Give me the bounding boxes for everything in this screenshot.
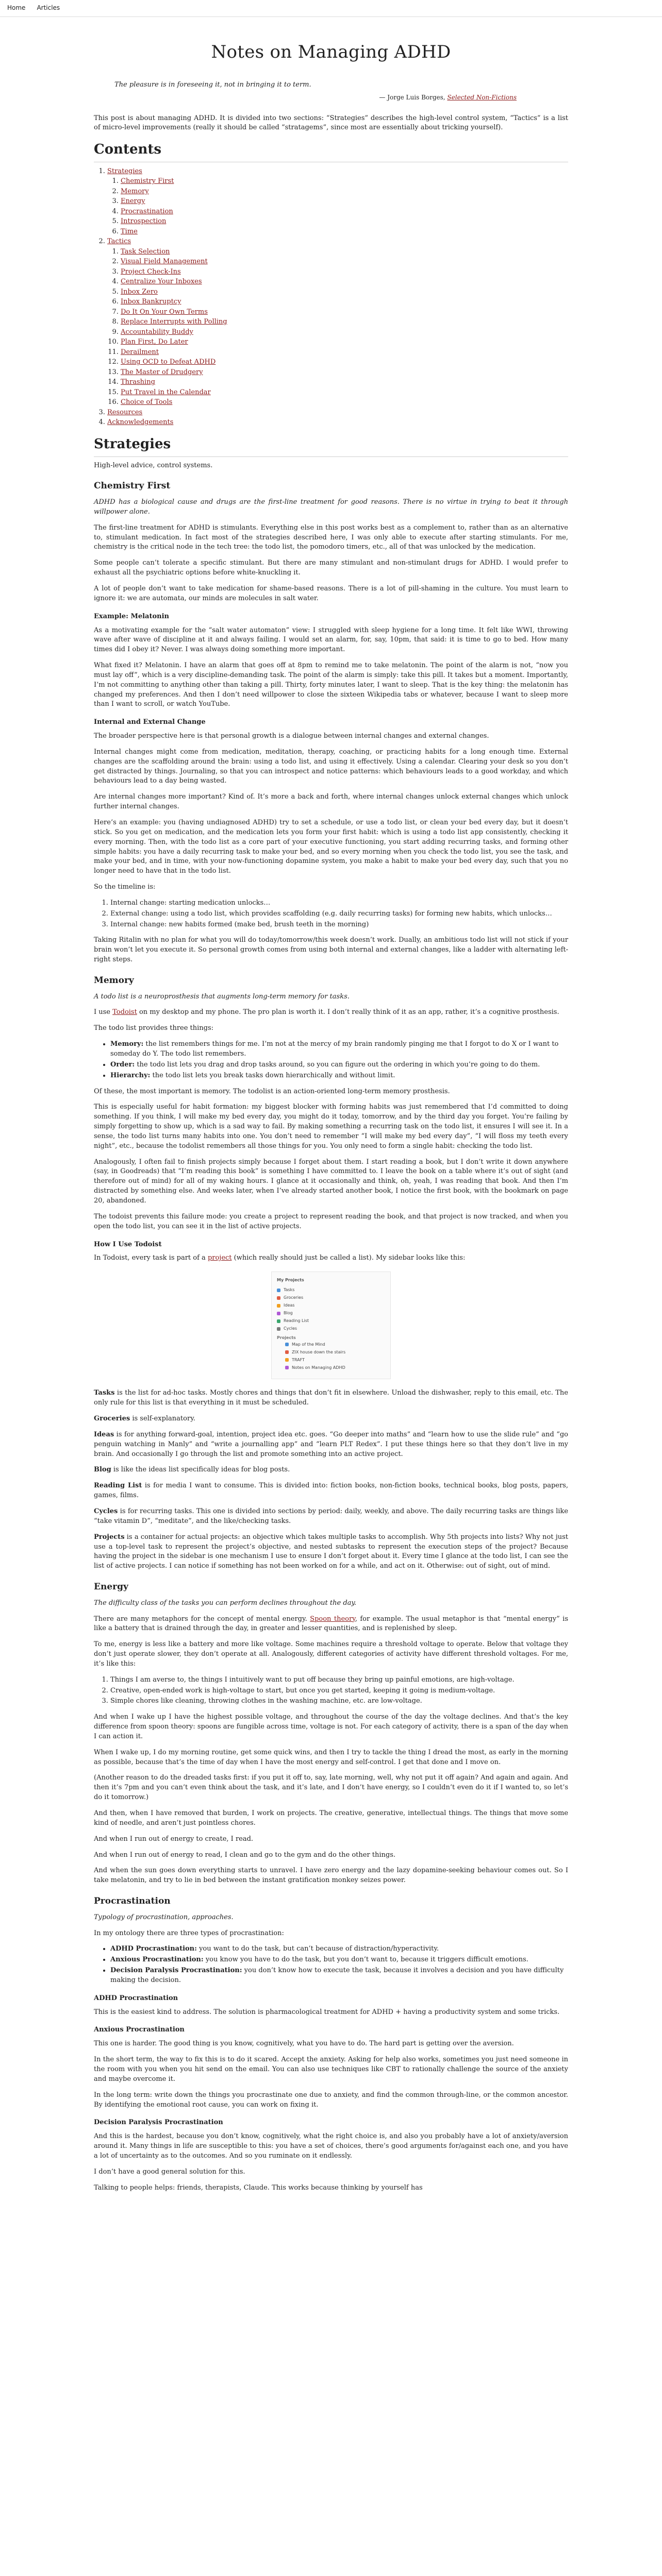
bullet-term: Order: [110, 1060, 135, 1069]
list-term: Blog [94, 1466, 111, 1474]
timeline-item: 3. Internal change: new habits formed (make bed, brush teeth in the morning) [110, 920, 568, 930]
list-item [110, 1040, 568, 1059]
list-color-icon [285, 1350, 289, 1354]
figure-row-label: Cycles [284, 1326, 297, 1331]
energy-list [94, 1675, 568, 1707]
bullet-text: you know you have to do the task, but you don’t want to, because it triggers difficult emotions. [203, 1956, 528, 1964]
list-description [94, 1388, 568, 1408]
list-color-icon [277, 1289, 280, 1292]
list-text: is for recurring tasks. This one is divided into sections by period: daily, weekly, and above. The daily recurring tasks are things like “take vitamin D”, “meditate”, and the like/checking tasks. [94, 1507, 568, 1525]
figure-row [277, 1302, 385, 1310]
toc-sublink[interactable]: Plan First, Do Later [121, 338, 188, 346]
list-color-icon [277, 1312, 280, 1315]
melatonin-paragraph: As a motivating example for the “salt water automaton” view: I struggled with sleep hygiene for a long time. It felt like WWI, throwing wave after wave of discipline at it and always failing. I would set an alarm, for, say, 10pm, that said: it is time to go to bed. How many times did I obey it? Never. I was always doing something more important. [94, 626, 568, 654]
toc-sublink[interactable]: Accountability Buddy [121, 328, 193, 336]
list-item [110, 1944, 568, 1954]
list-description [94, 1414, 568, 1424]
energy-paragraph: (Another reason to do the dreaded tasks first: if you put it off to, say, late morning, well, why not put it off again? And again and again. And then it’s 7pm and you can’t even think about the task, and it’s late, and I don’t have energy, so I couldn’t even do it if I wanted to, so let’s do it tomorrow.) [94, 1774, 569, 1802]
list-item [110, 1071, 568, 1081]
internal-external-paragraph: The broader perspective here is that personal growth is a dialogue between internal changes and external changes. [94, 732, 489, 740]
toc-sublink[interactable]: Task Selection [121, 247, 170, 256]
epigraph-author: — Jorge Luis Borges, [379, 94, 448, 101]
energy-lede: The difficulty class of the tasks you can perform declines throughout the day. [94, 1599, 357, 1607]
toc-item [107, 408, 568, 418]
toc-sublist [107, 176, 568, 236]
toc-sublink[interactable]: Project Check-Ins [121, 267, 181, 276]
figure-row-label: Ideas [284, 1303, 295, 1308]
list-color-icon [285, 1343, 289, 1346]
toc-item [107, 417, 568, 428]
figure-row [277, 1294, 385, 1302]
timeline-item: 2. External change: using a todo list, which provides scaffolding (e.g. daily recurring tasks) for forming new habits, which unlocks… [110, 909, 568, 919]
toc-subitem [121, 307, 568, 317]
list-color-icon [277, 1296, 280, 1300]
energy-paragraph: And when the sun goes down everything starts to unravel. I have zero energy and the lazy dopamine-seeking behaviour comes out. So I take melatonin, and try to lie in bed between the instant gratification monkey seizes power. [94, 1867, 568, 1885]
toc-sublink[interactable]: Centralize Your Inboxes [121, 278, 202, 286]
list-term: Projects [94, 1533, 125, 1541]
list-description [94, 1533, 568, 1571]
strategies-lede: High-level advice, control systems. [94, 461, 213, 469]
toc-subitem [121, 277, 568, 287]
procrastination-paragraph: In the long term: write down the things you procrastinate one due to anxiety, and find the common through-line, or the common ancestor. By identifying the emotional root cause, you can work on fixing it. [94, 2091, 568, 2109]
toc-subitem [121, 337, 568, 347]
list-text: is self-explanatory. [130, 1415, 195, 1423]
epigraph [94, 80, 568, 102]
procrastination-paragraph: This is the easiest kind to address. The solution is pharmacological treatment for ADHD + having a productivity system and some tricks. [94, 2008, 560, 2016]
figure-row-label: TRAFT [292, 1358, 305, 1363]
figure-row [277, 1286, 385, 1294]
list-color-icon [285, 1366, 289, 1369]
todoist-usage-heading: How I Use Todoist [94, 1240, 162, 1248]
toc-sublink[interactable]: Time [121, 227, 138, 235]
figure-row-label: Map of the Mind [292, 1342, 325, 1347]
figure-row-label: Groceries [284, 1295, 304, 1300]
toc-sublink[interactable]: Inbox Zero [121, 287, 158, 296]
toc-subitem [121, 287, 568, 297]
epigraph-attribution [114, 93, 517, 102]
todoist-usage-paragraph [94, 1253, 568, 1263]
figure-row-label: Reading List [284, 1318, 309, 1324]
energy-paragraph: To me, energy is less like a battery and more like voltage. Some machines require a threshold voltage to operate. Below that voltage they don’t just operate slower, they don’t operate at all. Analogously, different categories of activity have different threshold voltages. For me, it’s like this: [94, 1640, 568, 1668]
toc-subitem [121, 377, 568, 387]
toc-subitem [121, 267, 568, 277]
toc-sublink[interactable]: Energy [121, 197, 145, 206]
toc-sublink[interactable]: Choice of Tools [121, 398, 173, 406]
list-color-icon [277, 1327, 280, 1331]
adhd-procrastination-heading: ADHD Procrastination [94, 1994, 178, 2002]
list-color-icon [285, 1358, 289, 1362]
list-description [94, 1507, 568, 1527]
figure-row [277, 1348, 385, 1356]
chemistry-paragraph: Some people can’t tolerate a specific stimulant. But there are many stimulant and non-stimulant drugs for ADHD. I would prefer to exhaust all the psychiatric options before white-knuckling it. [94, 559, 568, 577]
toc-link[interactable]: Tactics [107, 238, 131, 246]
toc-link[interactable]: Strategies [107, 167, 142, 175]
energy-text: , for example. The usual metaphor is that “mental energy” is like a battery that is drained through the day, in greater and lesser quantities, and is replenished by sleep. [94, 1615, 568, 1633]
toc-subitem [121, 367, 568, 378]
energy-paragraph: And then, when I have removed that burden, I work on projects. The creative, generative, intellectual things. The things that move some kind of needle, and aren’t just pointless chores. [94, 1809, 568, 1827]
toc-subitem [121, 216, 568, 227]
figure-row-label: Notes on Managing ADHD [292, 1365, 345, 1370]
toc-subitem [121, 327, 568, 337]
procrastination-paragraph: I don’t have a good general solution for this. [94, 2167, 245, 2176]
figure-row [277, 1364, 385, 1371]
toc-item [107, 236, 568, 408]
toc-sublink[interactable]: Introspection [121, 217, 167, 226]
bullet-text: the todo list lets you break tasks down hierarchically and without limit. [150, 1071, 395, 1079]
epigraph-quote: The pleasure is in foreseeing it, not in bringing it to term. [114, 81, 311, 89]
intro-paragraph: This post is about managing ADHD. It is divided into two sections: “Strategies” describes the high-level control system, “Tactics” is a list of micro-level improvements (really it should be called “stratagems”, since most are essentially about tricking yourself). [94, 114, 568, 132]
toc-subitem [121, 247, 568, 257]
memory-paragraph: Analogously, I often fail to finish projects simply because I forget about them. I start reading a book, but I don’t write it down anywhere (say, in Goodreads) that “I’m reading this book” is something I have committed to. I leave the book on a table where it’s out of sight (and therefore out of mind) for all of my waking hours. I glance at it occasionally and think, oh, yeah, I was reading that book. And then I’m distracted by something else. And weeks later, when I’ve already started another book, I notice the first book, with the bookmark on page 20, abandoned. [94, 1158, 568, 1205]
procrastination-types [94, 1944, 568, 1985]
toc-heading: Contents [94, 140, 568, 162]
bullet-text: you want to do the task, but can’t because of distraction/hyperactivity. [196, 1945, 439, 1953]
energy-paragraph: When I wake up, I do my morning routine, get some quick wins, and then I try to tackle the thing I dread the most, as early in the morning as possible, because that’s the time of day when I have the most energy and self-control. I get that done and I move on. [94, 1748, 568, 1766]
chemistry-paragraph: A lot of people don’t want to take medication for shame-based reasons. There is a lot of pill-shaming in the culture. You must learn to ignore it: we are automata, our minds are molecules in salt water. [94, 584, 568, 602]
memory-paragraph: The todo list provides three things: [94, 1024, 214, 1032]
energy-text: There are many metaphors for the concept of mental energy. [94, 1615, 310, 1623]
toc-subitem [121, 257, 568, 267]
toc-subitem [121, 196, 568, 207]
list-item [110, 1955, 568, 1965]
timeline-intro: So the timeline is: [94, 883, 156, 891]
energy-paragraph: And when I run out of energy to create, I read. [94, 1835, 254, 1843]
toc-subitem [121, 317, 568, 327]
figure-row [277, 1325, 385, 1333]
memory-paragraph [94, 1008, 568, 1018]
procrastination-paragraph: This one is harder. The good thing is you know, cognitively, what you have to do. The hard part is getting over the aversion. [94, 2040, 514, 2048]
memory-bullets [94, 1040, 568, 1080]
memory-paragraph: The todoist prevents this failure mode: you create a project to represent reading the book, and that project is now tracked, and when you open the todo list, you can see it in the list of active projects. [94, 1212, 568, 1230]
energy-paragraph: And when I wake up I have the highest possible voltage, and throughout the course of the day the voltage declines. And that’s the key difference from spoon theory: spoons are fungible across time, voltage is not. For each category of activity, there is a span of the day when I can action it. [94, 1713, 568, 1740]
procrastination-paragraph: In the short term, the way to fix this is to do it scared. Accept the anxiety. Asking for help also works, sometimes you just need someone in the room with you when you hit send on the email. You can also use techniques like CBT to rationally challenge the source of the anxiety and maybe overcome it. [94, 2056, 568, 2083]
toc-sublink[interactable]: The Master of Drudgery [121, 368, 203, 376]
list-description [94, 1481, 568, 1501]
toc-sublink[interactable]: Chemistry First [121, 177, 174, 185]
figure-row [277, 1356, 385, 1364]
list-text: is for anything forward-goal, intention, project idea etc. goes. “Go deeper into maths” and “learn how to use the slide rule” and “go penguin watching in Manly” and “write a journalling app” and “learn PLT Redex”. I put these things here so that they don’t live in my brain. And occasionally I go through the list and promote something into an active project. [94, 1430, 568, 1458]
bullet-term: Memory: [110, 1040, 144, 1048]
figure-row-label: ZIX house down the stairs [292, 1350, 346, 1355]
toc-subitem [121, 347, 568, 358]
toc-sublist [107, 247, 568, 408]
list-text: is the list for ad-hoc tasks. Mostly chores and things that don’t fit in elsewhere. Unload the dishwasher, reply to this email, etc. The only rule for this list is that everything in it must be scheduled. [94, 1389, 568, 1407]
procrastination-paragraph: And this is the hardest, because you don’t know, cognitively, what the right choice is, and also you probably have a lot of anxiety/aversion around it. Many things in life are susceptible to this: you have a set of choices, there’s good arguments for/against each one, and you have a lot of uncertainty as to the outcomes. And so you ruminate on it endlessly. [94, 2132, 568, 2160]
anxious-procrastination-heading: Anxious Procrastination [94, 2026, 185, 2034]
bullet-text: you don’t know how to execute the task, because it involves a decision and you have difficulty making the decision. [110, 1967, 564, 1984]
epigraph-source-link[interactable]: Selected Non-Fictions [447, 94, 517, 101]
toc-sublink[interactable]: Do It On Your Own Terms [121, 308, 208, 316]
todoist-sidebar-screenshot [271, 1272, 391, 1379]
strategies-heading: Strategies [94, 435, 568, 457]
bullet-text: the list remembers things for me. I’m not at the mercy of my brain randomly pinging me that I forgot to do X or I want to someday do Y. The todo list remembers. [110, 1040, 559, 1058]
list-description [94, 1465, 568, 1475]
list-color-icon [277, 1319, 280, 1323]
toc-link[interactable]: Acknowledgements [107, 418, 174, 427]
list-term: Cycles [94, 1507, 118, 1515]
toc-sublink[interactable]: Inbox Bankruptcy [121, 298, 181, 306]
list-item: 2. Creative, open-ended work is high-voltage to start, but once you get started, keeping it going is medium-voltage. [110, 1686, 568, 1696]
toc-subitem [121, 357, 568, 367]
memory-text: on my desktop and my phone. The pro plan is worth it. I don’t really think of it as an app, rather, it’s a cognitive prosthesis. [137, 1008, 559, 1016]
list-term: Reading List [94, 1482, 142, 1490]
toc-subitem [121, 297, 568, 307]
toc-link[interactable]: Resources [107, 408, 143, 416]
internal-external-paragraph: Taking Ritalin with no plan for what you will do today/tomorrow/this week doesn’t work. Dually, an ambitious todo list will not stick if your brain won’t let you execute it. So personal growth comes from using both internal and external changes, like a ladder with alternating left-right steps. [94, 936, 568, 964]
figure-row [277, 1317, 385, 1325]
list-text: is like the ideas list specifically ideas for blog posts. [111, 1466, 290, 1474]
melatonin-paragraph: What fixed it? Melatonin. I have an alarm that goes off at 8pm to remind me to take melatonin. The point of the alarm is not, “now you must lay off”, which is a very discipline-demanding task. The point of the alarm is simply: take this pill. It takes but a moment. Importantly, I’m not committing to anything other than taking a pill. Thirty, forty minutes later, I want to sleep. That is the key thing: the melatonin has changed my preferences. And then I don’t need willpower to close the sixteen Wikipedia tabs or whatever, because I want to sleep more than I want to scroll, or watch YouTube. [94, 662, 568, 708]
toc-subitem [121, 176, 568, 187]
energy-paragraph: And when I run out of energy to read, I clean and go to the gym and do the other things. [94, 1851, 396, 1859]
procrastination-heading: Procrastination [94, 1896, 171, 1907]
toc-sublink[interactable]: Memory [121, 187, 149, 195]
memory-heading: Memory [94, 975, 134, 986]
list-item: 3. Simple chores like cleaning, throwing clothes in the washing machine, etc. are low-voltage. [110, 1697, 568, 1706]
memory-paragraph: Of these, the most important is memory. The todolist is an action-oriented long-term memory prosthesis. [94, 1087, 450, 1095]
todoist-text: In Todoist, every task is part of a [94, 1254, 208, 1262]
memory-paragraph: This is especially useful for habit formation: my biggest blocker with forming habits was just remembered that I’d committed to doing something. If you think, I will make my bed every day, you might do it today, tomorrow, and by the third day you forget. You’re failing by simply forgetting to show up, which is a sad way to fail. By making something a recurring task on the todo list, it ensures I will see it. In a sense, the todo list turns many habits into one. You don’t need to remember “I will make my bed every day”, “I will floss my teeth every night”, etc., because the todolist remembers all those things for you. You only need to form a single habit: checking the todo list. [94, 1103, 568, 1150]
page-title: Notes on Managing ADHD [211, 42, 451, 62]
memory-text: I use [94, 1008, 113, 1016]
toc-sublink[interactable]: Put Travel in the Calendar [121, 388, 211, 396]
figure-group: Projects [277, 1335, 296, 1340]
list-text: is for media I want to consume. This is divided into: fiction books, non-fiction books, technical books, blog posts, papers, games, films. [94, 1482, 568, 1500]
toc-subitem [121, 187, 568, 197]
table-of-contents [94, 166, 568, 428]
figure-row [277, 1310, 385, 1317]
figure-row-label: Blog [284, 1311, 293, 1316]
list-description [94, 1430, 568, 1460]
figure-row [277, 1341, 385, 1348]
bullet-term: Hierarchy: [110, 1071, 151, 1079]
chemistry-paragraph: The first-line treatment for ADHD is stimulants. Everything else in this post works best as a complement to, rather than as an alternative to, stimulant medication. In fact most of the strategies described here, I was only able to execute after starting stimulants. For me, chemistry is the critical node in the tech tree: the todo list, the pomodoro timers, etc., all of that was unlocked by the medication. [94, 523, 568, 551]
procrastination-paragraph: In my ontology there are three types of procrastination: [94, 1929, 284, 1937]
procrastination-lede: Typology of procrastination, approaches. [94, 1913, 234, 1921]
internal-external-paragraph: Internal changes might come from medication, meditation, therapy, coaching, or practicing habits for a long enough time. External changes are the scaffolding around the brain: using a todo list, and using it effectively. Using a calendar. Clearing your desk so you don’t get distracted by things. Journaling, so that you can introspect and notice patterns: which behaviours leads to a good workday, and which behaviours lead to a day being wasted. [94, 748, 568, 785]
toc-subitem [121, 207, 568, 217]
figure-rows [277, 1286, 385, 1333]
list-color-icon [277, 1304, 280, 1308]
energy-paragraph [94, 1615, 568, 1634]
toc-sublink[interactable]: Using OCD to Defeat ADHD [121, 358, 216, 366]
decision-paralysis-heading: Decision Paralysis Procrastination [94, 2119, 223, 2127]
procrastination-paragraph: Talking to people helps: friends, therapists, Claude. This works because thinking by yourself has [94, 2183, 423, 2192]
top-nav [0, 0, 662, 17]
toc-subitem [121, 227, 568, 237]
list-item [110, 1060, 568, 1070]
chemistry-lede: ADHD has a biological cause and drugs are the first-line treatment for good reasons. There is no virtue in trying to beat it through willpower alone. [94, 498, 568, 516]
nav-home-link[interactable]: Home [7, 4, 26, 12]
timeline-item: 1. Internal change: starting medication unlocks… [110, 899, 568, 908]
internal-external-paragraph: Here’s an example: you (having undiagnosed ADHD) try to set a schedule, or use a todo list, or clean your bed every day, but it doesn’t stick. So you get on medication, and the medication lets you form your first habit: which is using a todo list app consistently, checking it every morning. Then, with the todo list as a core part of your executive functioning, you start adding recurring tasks, and forming other simple habits: you have a daily recurring task to make your bed, and so every morning when you check the todo list, you see the task, and make your bed, and in time, with your now-functioning dopamine system, you make a habit to make your bed every day, such that you no longer need to have that in the todo list. [94, 819, 568, 875]
project-link[interactable]: project [207, 1254, 232, 1262]
nav-articles-link[interactable]: Articles [37, 4, 60, 12]
list-term: Groceries [94, 1415, 130, 1423]
figure-title: My Projects [277, 1278, 304, 1283]
toc-item [107, 166, 568, 237]
toc-subitem [121, 387, 568, 398]
memory-lede: A todo list is a neuroprosthesis that augments long-term memory for tasks. [94, 992, 350, 1001]
toc-sublink[interactable]: Procrastination [121, 207, 173, 215]
todoist-link[interactable]: Todoist [112, 1008, 137, 1016]
list-term: Ideas [94, 1430, 114, 1438]
internal-external-heading: Internal and External Change [94, 718, 206, 726]
bullet-term: Decision Paralysis Procrastination: [110, 1967, 242, 1975]
list-term: Tasks [94, 1389, 115, 1397]
list-text: is a container for actual projects: an objective which takes multiple tasks to accomplish. Why 5th projects into lists? Why not just use a top-level task to represent the project’s objective, and nested subtasks to represent the execution steps of the project? Because having the project in the sidebar is one mechanism I use to ensure I don’t forget about it. Every time I glance at the todo list, I can see the list of active projects. I can notice if something has not been worked on for a while, and act on it. Otherwise: out of sight, out of mind. [94, 1533, 568, 1570]
internal-external-paragraph: Are internal changes more important? Kind of. It’s more a back and forth, where internal changes unlock external changes which unlock further internal changes. [94, 793, 568, 811]
list-item: 1. Things I am averse to, the things I intuitively want to put off because they bring up painful emotions, are high-voltage. [110, 1675, 568, 1685]
figure-row-label: Tasks [284, 1287, 295, 1293]
energy-heading: Energy [94, 1582, 128, 1592]
article-body [94, 80, 568, 2193]
bullet-term: ADHD Procrastination: [110, 1945, 197, 1953]
todoist-text: (which really should just be called a list). My sidebar looks like this: [231, 1254, 466, 1262]
bullet-term: Anxious Procrastination: [110, 1956, 204, 1964]
toc-sublink[interactable]: Thrashing [121, 378, 155, 386]
toc-sublink[interactable]: Replace Interrupts with Polling [121, 318, 227, 326]
toc-sublink[interactable]: Derailment [121, 348, 159, 356]
timeline-list [94, 899, 568, 930]
spoon-theory-link[interactable]: Spoon theory [310, 1615, 355, 1623]
toc-subitem [121, 397, 568, 408]
bullet-text: the todo list lets you drag and drop tasks around, so you can figure out the ordering in which you’re going to do them. [135, 1060, 540, 1069]
toc-list [94, 166, 568, 428]
toc-sublink[interactable]: Visual Field Management [121, 258, 208, 266]
chemistry-heading: Chemistry First [94, 481, 171, 492]
melatonin-heading: Example: Melatonin [94, 612, 170, 620]
figure-subrows [277, 1341, 385, 1371]
list-item [110, 1966, 568, 1986]
